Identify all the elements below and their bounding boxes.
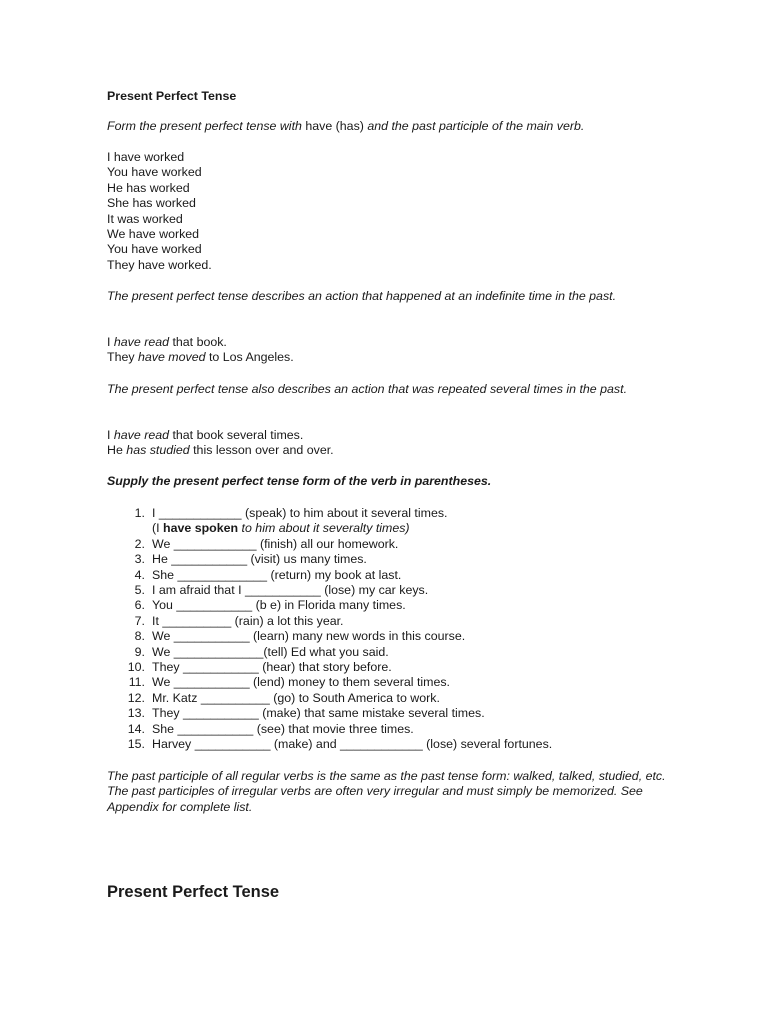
page-title: Present Perfect Tense bbox=[107, 89, 237, 103]
item-text: I ____________ (speak) to him about it several times. bbox=[152, 506, 448, 520]
item-number: 13. bbox=[127, 706, 145, 721]
conjugation-line: You have worked bbox=[107, 165, 202, 180]
section-heading: Present Perfect Tense bbox=[107, 883, 280, 901]
example-verb: has studied bbox=[126, 443, 190, 458]
item-number: 5. bbox=[134, 583, 145, 597]
item-number: 4. bbox=[134, 567, 145, 582]
item-text: We ____________ (finish) all our homework. bbox=[152, 536, 399, 551]
item-text: She _____________ (return) my book at last. bbox=[152, 567, 402, 582]
item-text: They ___________ (hear) that story before. bbox=[152, 660, 392, 674]
item-number: 12. bbox=[127, 690, 145, 705]
example-verb: have moved bbox=[138, 350, 206, 365]
item-number: 14. bbox=[127, 721, 145, 736]
participle-note: The past participle of all regular verbs is the same as the past tense form: walked, talked, studied, etc. The past participles of irregular verbs are often very irregular and must simply be memorized. See Appendix for complete list. bbox=[107, 769, 666, 814]
item-number: 10. bbox=[127, 660, 145, 674]
example-rest: to Los Angeles. bbox=[205, 350, 294, 365]
conjugation-line: It was worked bbox=[107, 211, 183, 226]
item-text: He ___________ (visit) us many times. bbox=[152, 552, 367, 567]
exercise-instruction: Supply the present perfect tense form of the verb in parentheses. bbox=[107, 474, 492, 488]
conjugation-line: They have worked. bbox=[107, 257, 212, 272]
item-number: 6. bbox=[134, 598, 145, 613]
conjugation-list bbox=[107, 150, 663, 273]
item-text: We _____________(tell) Ed what you said. bbox=[152, 644, 389, 659]
conjugation-line: You have worked bbox=[107, 242, 202, 257]
answer-example-text bbox=[152, 521, 410, 536]
intro-mid: have (has) bbox=[305, 119, 364, 133]
intro-paragraph bbox=[107, 119, 663, 134]
example-line bbox=[107, 443, 663, 458]
conjugation-line: He has worked bbox=[107, 180, 190, 195]
item-text: I am afraid that I ___________ (lose) my car keys. bbox=[152, 583, 429, 597]
item-number: 11. bbox=[128, 675, 145, 690]
item-text: You ___________ (b e) in Florida many times. bbox=[152, 598, 406, 613]
exercise-list bbox=[107, 506, 663, 756]
examples-repeated bbox=[107, 428, 663, 459]
conjugation-line: We have worked bbox=[107, 227, 200, 242]
example-subject: I bbox=[107, 335, 114, 349]
item-text: It __________ (rain) a lot this year. bbox=[152, 613, 344, 628]
item-text: Harvey ___________ (make) and ____________ (lose) several fortunes. bbox=[152, 737, 553, 751]
example-subject: I bbox=[107, 428, 114, 442]
intro-post: and the past participle of the main verb. bbox=[363, 119, 585, 133]
conjugation-line: She has worked bbox=[107, 196, 196, 211]
example-rest: this lesson over and over. bbox=[189, 443, 334, 458]
example-line bbox=[107, 350, 663, 365]
example-rest: that book. bbox=[169, 335, 227, 349]
example-subject: He bbox=[107, 443, 127, 458]
item-text: They ___________ (make) that same mistake several times. bbox=[152, 706, 485, 721]
item-text: Mr. Katz __________ (go) to South America to work. bbox=[152, 690, 440, 705]
item-number: 1. bbox=[134, 506, 145, 520]
rule-paragraph-repeated: The present perfect tense also describes an action that was repeated several times in the past. bbox=[107, 382, 628, 396]
examples-indefinite bbox=[107, 335, 663, 366]
item-number: 3. bbox=[134, 552, 145, 567]
item-number: 9. bbox=[134, 644, 145, 659]
item-number: 7. bbox=[134, 613, 145, 628]
item-number: 15. bbox=[127, 737, 145, 751]
intro-pre: Form the present perfect tense with bbox=[107, 119, 306, 133]
rule-paragraph-indefinite: The present perfect tense describes an action that happened at an indefinite time in the past. bbox=[107, 289, 617, 303]
item-number: 8. bbox=[134, 629, 145, 644]
example-verb: have read bbox=[113, 428, 170, 442]
example-line bbox=[107, 428, 663, 443]
answer-verb: have spoken bbox=[163, 521, 239, 536]
answer-open: (I bbox=[152, 521, 164, 536]
example-verb: have read bbox=[113, 335, 170, 349]
item-number: 2. bbox=[134, 536, 145, 551]
conjugation-line: I have worked bbox=[107, 150, 185, 164]
item-text: She ___________ (see) that movie three times. bbox=[152, 721, 414, 736]
example-rest: that book several times. bbox=[169, 428, 304, 442]
example-line bbox=[107, 335, 663, 350]
answer-rest: to him about it severalty times) bbox=[238, 521, 410, 536]
item-text: We ___________ (learn) many new words in this course. bbox=[152, 629, 466, 644]
example-subject: They bbox=[107, 350, 138, 365]
item-text: We ___________ (lend) money to them several times. bbox=[152, 675, 450, 690]
